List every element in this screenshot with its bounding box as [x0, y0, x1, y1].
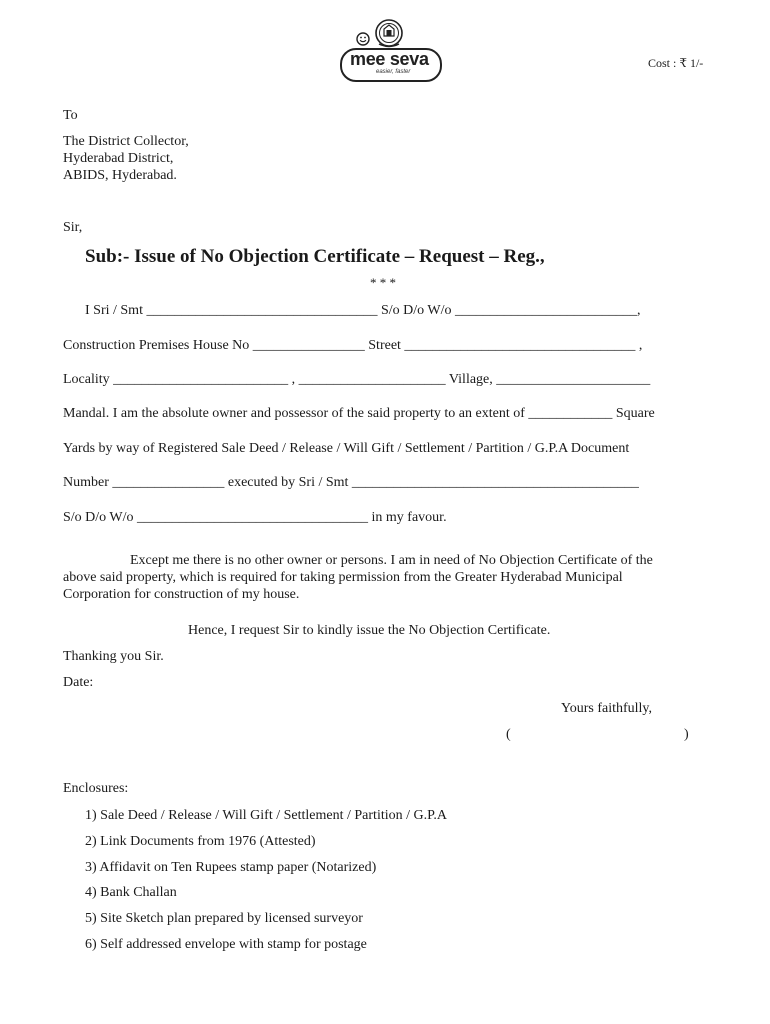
form-line-number: Number ________________ executed by Sri / Smt _________________________________________ — [63, 475, 639, 490]
form-line-deed: Yards by way of Registered Sale Deed / Release / Will Gift / Settlement / Partition / G.P.A Document — [63, 441, 630, 456]
paragraph-line-1: Except me there is no other owner or persons. I am in need of No Objection Certificate of the — [130, 553, 653, 568]
request-paragraph: Hence, I request Sir to kindly issue the No Objection Certificate. — [188, 623, 551, 638]
mee-seva-logo — [338, 18, 442, 82]
form-line-relation: S/o D/o W/o _________________________________ in my favour. — [63, 510, 447, 525]
enclosure-item: 2) Link Documents from 1976 (Attested) — [85, 834, 316, 849]
separator: * * * — [370, 275, 396, 290]
enclosure-item: 4) Bank Challan — [85, 885, 177, 900]
cost-label: Cost : ₹ 1/- — [648, 56, 704, 70]
address-to: To — [63, 108, 78, 123]
form-line-house: Construction Premises House No ________________ Street _________________________________ , — [63, 338, 643, 353]
enclosure-item: 3) Affidavit on Ten Rupees stamp paper (Notarized) — [85, 860, 377, 875]
signature-open-paren: ( — [506, 727, 511, 742]
address-line-2: Hyderabad District, — [63, 151, 174, 166]
enclosures-title: Enclosures: — [63, 781, 129, 796]
form-line-locality: Locality _________________________ , _____________________ Village, ______________________ — [63, 372, 651, 387]
signature-close-paren: ) — [684, 727, 689, 742]
date-label: Date: — [63, 675, 94, 690]
paragraph-line-2: above said property, which is required for taking permission from the Greater Hyderabad Municipal — [63, 570, 623, 585]
address-line-3: ABIDS, Hyderabad. — [63, 168, 177, 183]
form-line-name: I Sri / Smt _________________________________ S/o D/o W/o __________________________, — [85, 303, 641, 318]
logo-tagline: easier, faster — [376, 69, 411, 75]
enclosure-item: 6) Self addressed envelope with stamp for postage — [85, 937, 367, 952]
enclosure-item: 1) Sale Deed / Release / Will Gift / Settlement / Partition / G.P.A — [85, 808, 447, 823]
logo-text: mee seva — [350, 49, 429, 69]
salutation: Sir, — [63, 220, 83, 235]
state-emblem-icon — [372, 18, 406, 50]
smiley-icon — [356, 32, 370, 46]
paragraph-line-3: Corporation for construction of my house. — [63, 587, 300, 602]
closing-line: Yours faithfully, — [561, 701, 653, 716]
address-line-1: The District Collector, — [63, 134, 189, 149]
form-line-extent: Mandal. I am the absolute owner and possessor of the said property to an extent of ____________ Square — [63, 406, 655, 421]
enclosure-item: 5) Site Sketch plan prepared by licensed surveyor — [85, 911, 363, 926]
subject-heading: Sub:- Issue of No Objection Certificate – Request – Reg., — [85, 246, 545, 267]
thanking-line: Thanking you Sir. — [63, 649, 164, 664]
